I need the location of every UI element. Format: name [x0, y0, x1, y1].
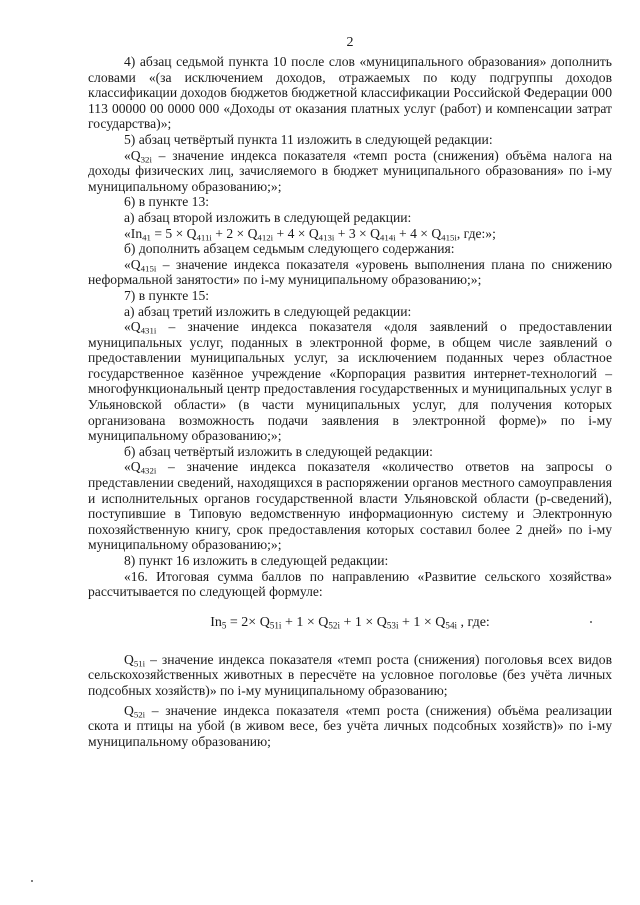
paragraph-item-6b: б) дополнить абзацем седьмым следующего содержания: [124, 241, 455, 257]
paragraph-item-4: 4) абзац седьмой пункта 10 после слов «муниципального образования» дополнить словами «(за исключением доходов, отражаемых по коду подгруппы доходов классификации доходов бюджетов бюджетной классификации Российской Федерации 000 113 00000 00 0000 000 «Доходы от оказания платных услуг (работ) и компенсации затрат государства)»; [88, 54, 612, 132]
paragraph-item-5: 5) абзац четвёртый пункта 11 изложить в следующей редакции: [124, 131, 493, 147]
paragraph-item-7b: б) абзац четвёртый изложить в следующей редакции: [124, 443, 433, 459]
formula-in41: «$In_{41} = 5 \times Q_{411i} + 2 \times Q_{412i} + 4 \times Q_{413i} + 3 \times Q_{414i} + 4 \times Q_{415i}$, где:»; [124, 225, 496, 242]
formula-in5: $In_5 = 2\times Q_{51i} + 1 \times Q_{52i} + 1 \times Q_{53i} + 1 \times Q_{54i}$ , где: [210, 614, 490, 631]
scan-speck [590, 621, 592, 623]
paragraph-q32i: «$Q_{32i}$ – значение индекса показателя «темп роста (снижения) объёма налога на доходы физических лиц, зачисляемого в бюджет муниципального образования» по i-му муниципальному образованию;»; [88, 147, 612, 194]
page-number: 2 [346, 35, 354, 50]
paragraph-item-6a: а) абзац второй изложить в следующей редакции: [124, 209, 412, 225]
paragraph-item-16: «16. Итоговая сумма баллов по направлению «Развитие сельского хозяйства» рассчитывается по следующей формуле: [88, 568, 612, 600]
paragraph-q432i: «$Q_{432i}$ – значение индекса показателя «количество ответов на запросы о представлении сведений, находящихся в распоряжении органов местного самоуправления и исполнительных органов государственной власти Ульяновской области (р-сведений), поступившие в Типовую ведомственную информационную систему и Электронную похозяйственную книгу, срок предоставления которых составил более 2 дней» по i-му муниципальному образованию;»; [88, 459, 612, 553]
paragraph-q431i: «$Q_{431i}$ – значение индекса показателя «доля заявлений о предоставлении муниципальных услуг, поданных в электронной форме, в общем числе заявлений о предоставлении муниципальных услуг, за исключением поданных через областное государственное казённое учреждение «Корпорация развития интернет-технологий – многофункциональный центр предоставления государственных и муниципальных услуг в Ульяновской области» (в части муниципальных услуг, для получения которых организована возможность подачи заявления в электронной форме)» по i-му муниципальному образованию;»; [88, 319, 612, 444]
paragraph-q52i: $Q_{52i}$ – значение индекса показателя «темп роста (снижения) объёма реализации скота и птицы на убой (в живом весе, без учёта личных подсобных хозяйств)» по i-му муниципальному образованию; [88, 702, 612, 749]
paragraph-item-7a: а) абзац третий изложить в следующей редакции: [124, 303, 412, 319]
paragraph-q415i: «$Q_{415i}$ – значение индекса показателя «уровень выполнения плана по снижению неформальной занятости» по i-му муниципальному образованию;»; [88, 256, 612, 288]
paragraph-q51i: $Q_{51i}$ – значение индекса показателя «темп роста (снижения) поголовья всех видов сельскохозяйственных животных в пересчёте на условное поголовье (без учёта личных подсобных хозяйств)» по i-му муниципальному образованию; [88, 651, 612, 698]
paragraph-item-8: 8) пункт 16 изложить в следующей редакции: [124, 553, 389, 568]
paragraph-item-6: 6) в пункте 13: [124, 194, 210, 210]
scan-speck [31, 880, 33, 882]
paragraph-item-7: 7) в пункте 15: [124, 287, 210, 303]
